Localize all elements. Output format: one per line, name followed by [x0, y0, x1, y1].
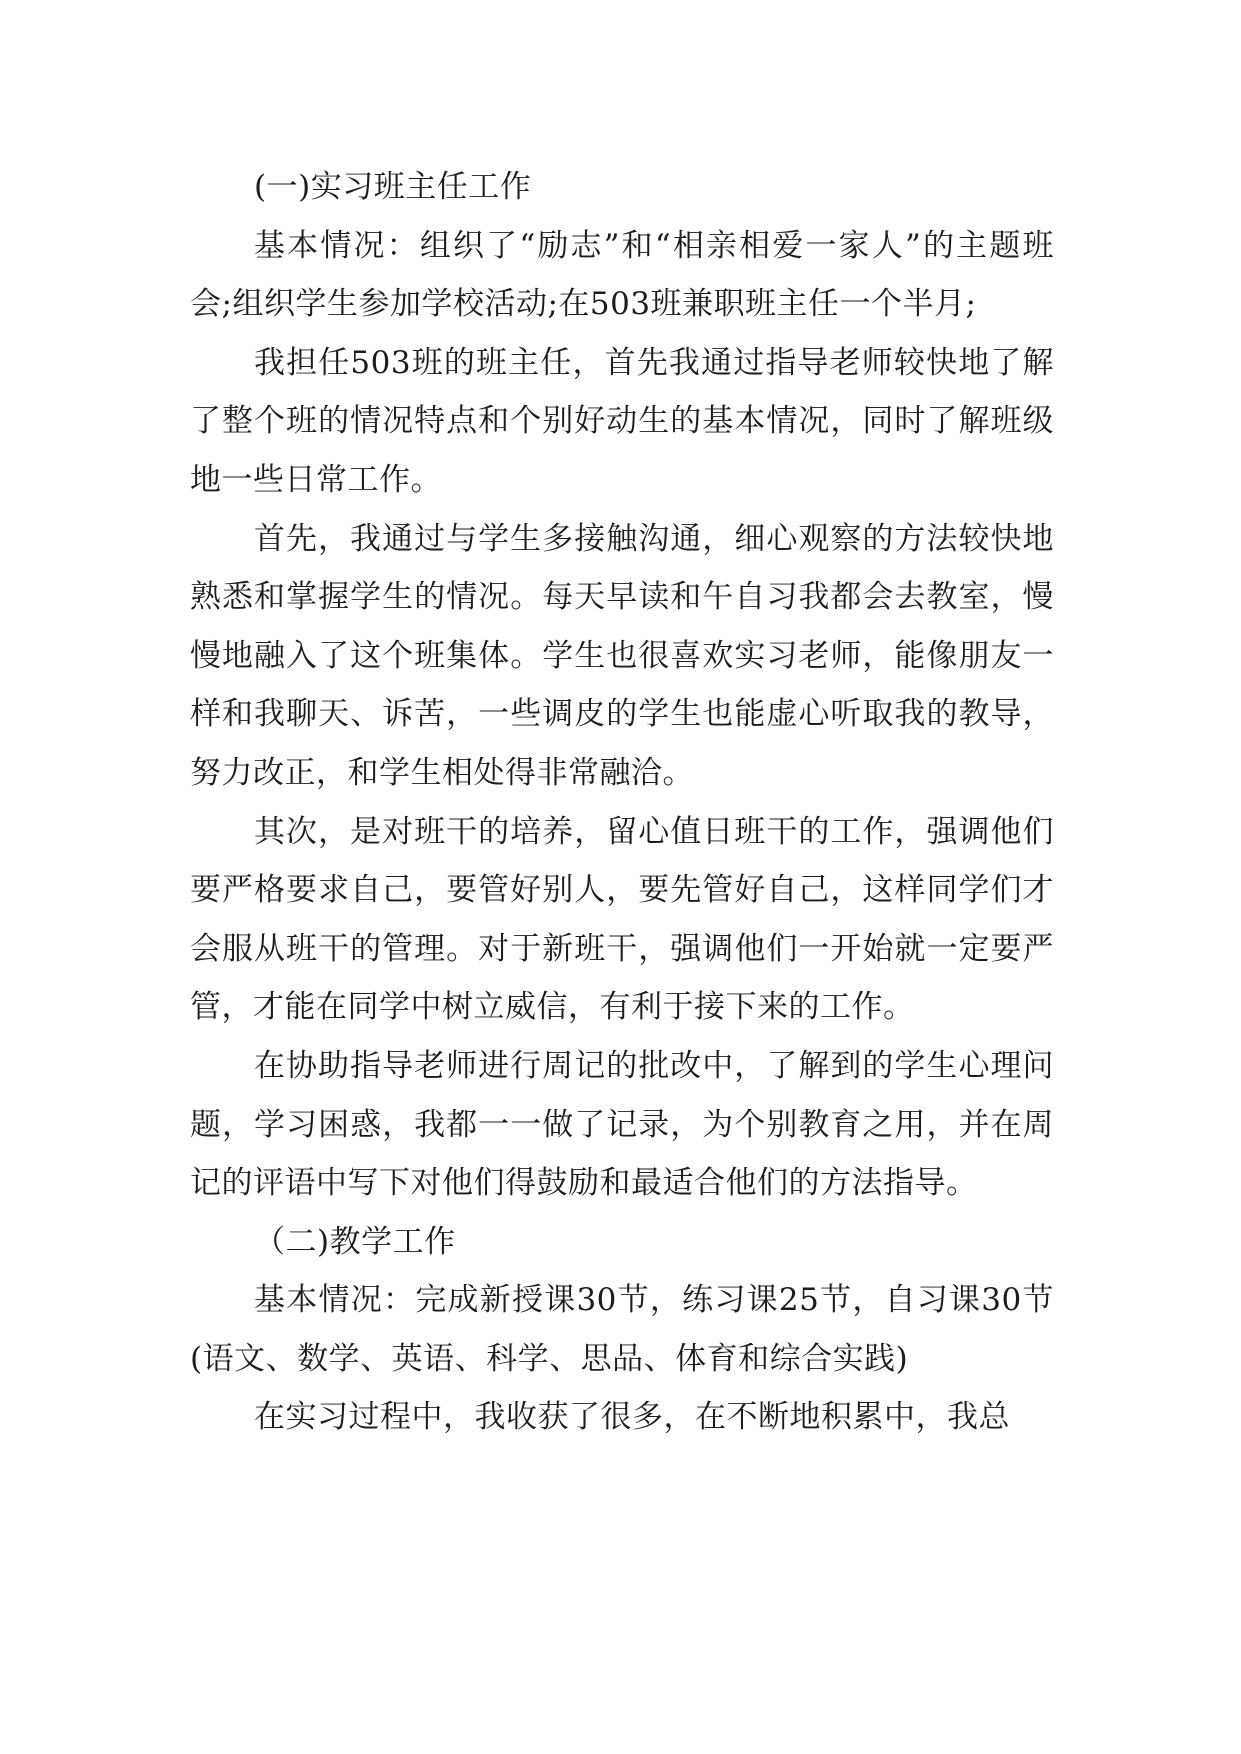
paragraph: 首先，我通过与学生多接触沟通，细心观察的方法较快地熟悉和掌握学生的情况。每天早读和午自习我都会去教室，慢慢地融入了这个班集体。学生也很喜欢实习老师，能像朋友一样和我聊天、诉苦，一些调皮的学生也能虚心听取我的教导，努力改正，和学生相处得非常融洽。	[190, 520, 1054, 791]
paragraph: 基本情况：组织了“励志”和“相亲相爱一家人”的主题班会;组织学生参加学校活动;在503班兼职班主任一个半月;	[190, 227, 1054, 323]
document-body	[190, 158, 1054, 1447]
paragraph: 我担任503班的班主任，首先我通过指导老师较快地了解了整个班的情况特点和个别好动生的基本情况，同时了解班级地一些日常工作。	[190, 344, 1054, 498]
paragraph: 在实习过程中，我收获了很多，在不断地积累中，我总	[254, 1399, 1010, 1436]
paragraph: 基本情况：完成新授课30节，练习课25节，自习课30节(语文、数学、英语、科学、思品、体育和综合实践)	[190, 1282, 1054, 1377]
section-heading-class-teacher: (一)实习班主任工作	[254, 169, 532, 205]
section-heading-teaching: （二)教学工作	[254, 1223, 456, 1260]
paragraph: 在协助指导老师进行周记的批改中，了解到的学生心理问题，学习困惑，我都一一做了记录，为个别教育之用，并在周记的评语中写下对他们得鼓励和最适合他们的方法指导。	[190, 1047, 1054, 1202]
paragraph: 其次，是对班干的培养，留心值日班干的工作，强调他们要严格要求自己，要管好别人，要先管好自己，这样同学们才会服从班干的管理。对于新班干，强调他们一开始就一定要严管，才能在同学中树立威信，有利于接下来的工作。	[190, 813, 1054, 1026]
